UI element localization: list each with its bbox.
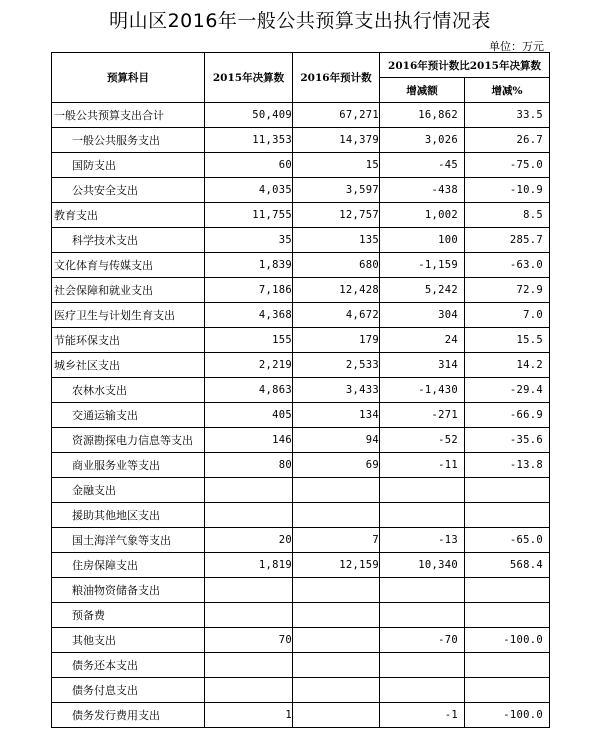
table-row <box>52 528 550 553</box>
row-2015-value: 11,755 <box>205 203 293 228</box>
header-compare: 2016年预计数比2015年决算数 <box>380 53 550 78</box>
row-increase-amount: 5,242 <box>380 278 465 303</box>
row-increase-pct: 15.5 <box>465 328 550 353</box>
row-2016-value: 67,271 <box>293 103 380 128</box>
row-increase-amount: 16,862 <box>380 103 465 128</box>
row-2015-value: 35 <box>205 228 293 253</box>
table-row <box>52 203 550 228</box>
table-row <box>52 578 550 603</box>
row-item-name: 其他支出 <box>52 628 205 653</box>
row-increase-amount: 10,340 <box>380 553 465 578</box>
row-2016-value: 3,433 <box>293 378 380 403</box>
row-increase-pct: -29.4 <box>465 378 550 403</box>
row-2016-value: 69 <box>293 453 380 478</box>
table-row <box>52 703 550 728</box>
row-2015-value: 7,186 <box>205 278 293 303</box>
row-2016-value <box>293 503 380 528</box>
row-increase-pct <box>465 603 550 628</box>
row-2015-value: 1 <box>205 703 293 728</box>
row-2016-value <box>293 578 380 603</box>
table-row <box>52 228 550 253</box>
row-2015-value: 1,819 <box>205 553 293 578</box>
table-row <box>52 478 550 503</box>
row-increase-pct: 7.0 <box>465 303 550 328</box>
row-increase-amount <box>380 653 465 678</box>
row-2015-value: 4,863 <box>205 378 293 403</box>
row-increase-pct: -100.0 <box>465 703 550 728</box>
table-row <box>52 553 550 578</box>
row-2015-value: 60 <box>205 153 293 178</box>
row-increase-pct: -63.0 <box>465 253 550 278</box>
row-increase-pct: 568.4 <box>465 553 550 578</box>
row-2015-value <box>205 578 293 603</box>
row-increase-amount: -438 <box>380 178 465 203</box>
row-increase-pct: -100.0 <box>465 628 550 653</box>
row-increase-pct: -65.0 <box>465 528 550 553</box>
table-row <box>52 428 550 453</box>
row-increase-amount: 3,026 <box>380 128 465 153</box>
row-increase-pct <box>465 653 550 678</box>
row-increase-pct: 285.7 <box>465 228 550 253</box>
row-increase-pct: 14.2 <box>465 353 550 378</box>
row-2016-value: 3,597 <box>293 178 380 203</box>
unit-label: 单位：万元 <box>489 40 544 53</box>
row-increase-amount: 100 <box>380 228 465 253</box>
header-item: 预算科目 <box>52 53 205 103</box>
row-2015-value: 146 <box>205 428 293 453</box>
row-2016-value: 14,379 <box>293 128 380 153</box>
table-row <box>52 128 550 153</box>
row-item-name: 城乡社区支出 <box>52 353 205 378</box>
row-increase-pct: -13.8 <box>465 453 550 478</box>
row-2015-value: 2,219 <box>205 353 293 378</box>
row-2015-value <box>205 678 293 703</box>
table-row <box>52 103 550 128</box>
row-2015-value: 11,353 <box>205 128 293 153</box>
row-increase-amount <box>380 678 465 703</box>
row-2016-value <box>293 678 380 703</box>
header-2016: 2016年预计数 <box>293 53 380 103</box>
table-row <box>52 278 550 303</box>
row-2015-value: 20 <box>205 528 293 553</box>
row-increase-pct <box>465 503 550 528</box>
header-2015: 2015年决算数 <box>205 53 293 103</box>
row-item-name: 国土海洋气象等支出 <box>52 528 205 553</box>
table-row <box>52 253 550 278</box>
table-row <box>52 653 550 678</box>
row-2016-value: 15 <box>293 153 380 178</box>
row-2016-value: 2,533 <box>293 353 380 378</box>
row-item-name: 教育支出 <box>52 203 205 228</box>
row-item-name: 金融支出 <box>52 478 205 503</box>
header-increase-pct: 增减% <box>465 78 550 103</box>
row-2015-value: 70 <box>205 628 293 653</box>
header-increase-amount: 增减额 <box>380 78 465 103</box>
row-increase-amount: -1,430 <box>380 378 465 403</box>
row-increase-pct <box>465 478 550 503</box>
row-2015-value: 155 <box>205 328 293 353</box>
row-2016-value: 680 <box>293 253 380 278</box>
table-row <box>52 603 550 628</box>
row-increase-pct: 26.7 <box>465 128 550 153</box>
row-increase-amount: 304 <box>380 303 465 328</box>
row-item-name: 国防支出 <box>52 153 205 178</box>
row-increase-pct: -10.9 <box>465 178 550 203</box>
row-item-name: 公共安全支出 <box>52 178 205 203</box>
row-increase-pct: 72.9 <box>465 278 550 303</box>
table-row <box>52 353 550 378</box>
table-row <box>52 328 550 353</box>
row-increase-pct: -35.6 <box>465 428 550 453</box>
row-2016-value: 179 <box>293 328 380 353</box>
table-row <box>52 178 550 203</box>
row-increase-amount <box>380 603 465 628</box>
row-increase-amount: -1 <box>380 703 465 728</box>
row-2016-value <box>293 703 380 728</box>
table-row <box>52 628 550 653</box>
row-2015-value: 50,409 <box>205 103 293 128</box>
row-item-name: 农林水支出 <box>52 378 205 403</box>
row-increase-amount: -52 <box>380 428 465 453</box>
row-2015-value <box>205 603 293 628</box>
row-increase-amount: -13 <box>380 528 465 553</box>
row-item-name: 一般公共服务支出 <box>52 128 205 153</box>
row-increase-pct <box>465 578 550 603</box>
row-increase-amount: 1,002 <box>380 203 465 228</box>
row-2015-value: 4,035 <box>205 178 293 203</box>
row-increase-amount <box>380 578 465 603</box>
row-item-name: 文化体育与传媒支出 <box>52 253 205 278</box>
row-increase-amount: 24 <box>380 328 465 353</box>
row-increase-amount: -271 <box>380 403 465 428</box>
row-2015-value: 1,839 <box>205 253 293 278</box>
row-2015-value: 80 <box>205 453 293 478</box>
row-item-name: 社会保障和就业支出 <box>52 278 205 303</box>
row-increase-pct: 8.5 <box>465 203 550 228</box>
table-row <box>52 153 550 178</box>
row-item-name: 援助其他地区支出 <box>52 503 205 528</box>
row-2016-value: 134 <box>293 403 380 428</box>
row-2016-value: 12,428 <box>293 278 380 303</box>
row-increase-amount: -45 <box>380 153 465 178</box>
table-row <box>52 453 550 478</box>
row-item-name: 医疗卫生与计划生育支出 <box>52 303 205 328</box>
row-item-name: 一般公共预算支出合计 <box>52 103 205 128</box>
row-item-name: 债务发行费用支出 <box>52 703 205 728</box>
row-increase-pct: -75.0 <box>465 153 550 178</box>
row-2016-value <box>293 478 380 503</box>
row-2016-value: 135 <box>293 228 380 253</box>
row-2015-value <box>205 653 293 678</box>
row-2016-value: 12,159 <box>293 553 380 578</box>
table-row <box>52 303 550 328</box>
row-item-name: 科学技术支出 <box>52 228 205 253</box>
row-increase-amount <box>380 478 465 503</box>
row-item-name: 粮油物资储备支出 <box>52 578 205 603</box>
table-row <box>52 678 550 703</box>
row-2015-value: 4,368 <box>205 303 293 328</box>
table-title: 明山区2016年一般公共预算支出执行情况表 <box>109 10 491 32</box>
row-item-name: 住房保障支出 <box>52 553 205 578</box>
row-increase-pct: -66.9 <box>465 403 550 428</box>
row-item-name: 商业服务业等支出 <box>52 453 205 478</box>
row-2016-value <box>293 603 380 628</box>
row-item-name: 节能环保支出 <box>52 328 205 353</box>
row-item-name: 债务还本支出 <box>52 653 205 678</box>
row-item-name: 预备费 <box>52 603 205 628</box>
row-2015-value <box>205 503 293 528</box>
table-body <box>52 103 550 728</box>
row-2016-value: 7 <box>293 528 380 553</box>
row-item-name: 资源勘探电力信息等支出 <box>52 428 205 453</box>
row-2016-value <box>293 628 380 653</box>
row-2016-value: 4,672 <box>293 303 380 328</box>
row-increase-amount: 314 <box>380 353 465 378</box>
row-item-name: 交通运输支出 <box>52 403 205 428</box>
table-row <box>52 378 550 403</box>
row-increase-pct <box>465 678 550 703</box>
row-2016-value <box>293 653 380 678</box>
row-increase-amount: -70 <box>380 628 465 653</box>
row-increase-amount <box>380 503 465 528</box>
row-2015-value: 405 <box>205 403 293 428</box>
budget-table <box>51 52 550 728</box>
table-row <box>52 403 550 428</box>
row-increase-amount: -1,159 <box>380 253 465 278</box>
table-row <box>52 503 550 528</box>
row-2016-value: 94 <box>293 428 380 453</box>
row-2016-value: 12,757 <box>293 203 380 228</box>
row-increase-pct: 33.5 <box>465 103 550 128</box>
row-2015-value <box>205 478 293 503</box>
row-increase-amount: -11 <box>380 453 465 478</box>
row-item-name: 债务付息支出 <box>52 678 205 703</box>
